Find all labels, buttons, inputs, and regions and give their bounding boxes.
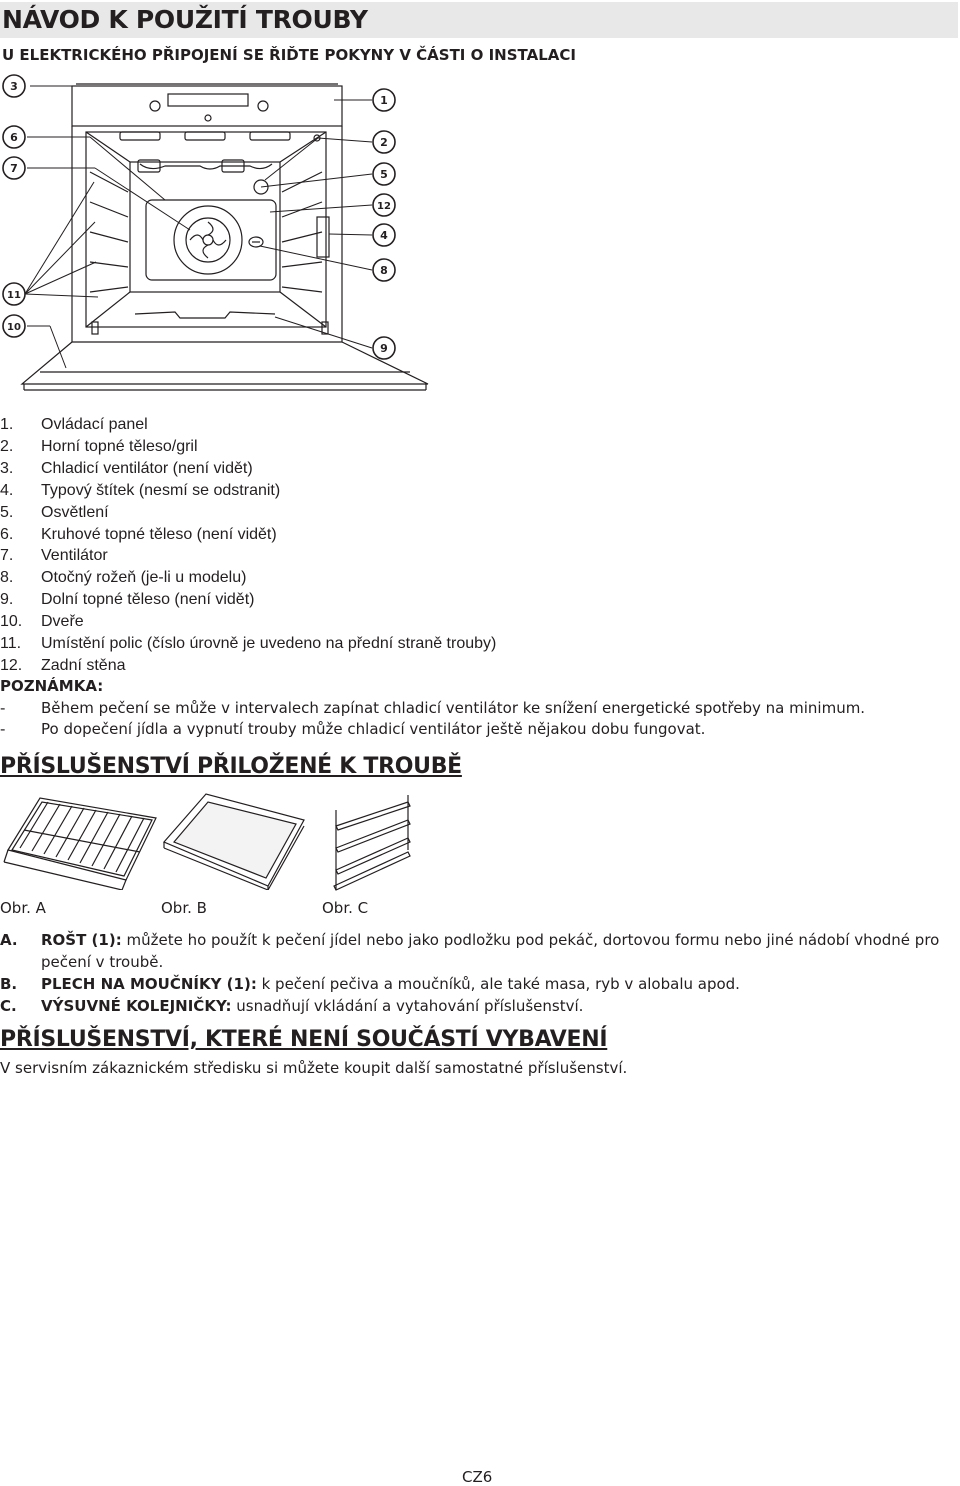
callout-4 bbox=[373, 224, 395, 246]
list-item: 8. Otočný rožeň (je-li u modelu) bbox=[0, 569, 247, 587]
callout-6 bbox=[3, 126, 25, 148]
callout-10 bbox=[3, 315, 25, 337]
callout-11 bbox=[3, 283, 25, 305]
optional-accessories-heading: PŘÍSLUŠENSTVÍ, KTERÉ NENÍ SOUČÁSTÍ VYBAVENÍ bbox=[0, 1027, 608, 1052]
page-number: CZ6 bbox=[462, 1468, 493, 1486]
svg-text:10: 10 bbox=[7, 322, 21, 333]
rating-plate bbox=[317, 217, 329, 257]
svg-text:5: 5 bbox=[380, 168, 388, 181]
list-item: 5. Osvětlení bbox=[0, 503, 109, 521]
figure-caption-b: Obr. B bbox=[161, 899, 207, 917]
svg-text:4: 4 bbox=[380, 229, 388, 242]
accessories-heading: PŘÍSLUŠENSTVÍ PŘILOŽENÉ K TROUBĚ bbox=[0, 754, 462, 779]
callout-7 bbox=[3, 157, 25, 179]
list-item: 7. Ventilátor bbox=[0, 547, 108, 565]
sliding-rails-figure bbox=[322, 790, 422, 895]
callout-9 bbox=[373, 337, 395, 359]
fan bbox=[174, 206, 242, 274]
oven-door bbox=[22, 342, 428, 384]
svg-text:11: 11 bbox=[7, 290, 21, 301]
callout-12 bbox=[373, 194, 395, 216]
svg-text:1: 1 bbox=[380, 94, 388, 107]
svg-text:7: 7 bbox=[10, 162, 18, 175]
page-title: NÁVOD K POUŽITÍ TROUBY bbox=[2, 5, 368, 34]
figure-caption-a: Obr. A bbox=[0, 899, 46, 917]
oven-diagram bbox=[0, 72, 440, 412]
svg-text:9: 9 bbox=[380, 342, 388, 355]
callout-1 bbox=[373, 89, 395, 111]
list-item: 4. Typový štítek (nesmí se odstranit) bbox=[0, 481, 281, 499]
title-bar bbox=[0, 2, 958, 38]
list-item: 3. Chladicí ventilátor (není vidět) bbox=[0, 459, 253, 477]
list-item: 2. Horní topné těleso/gril bbox=[0, 437, 198, 455]
list-item: 9. Dolní topné těleso (není vidět) bbox=[0, 591, 255, 609]
accessory-item-b: B. PLECH NA MOUČNÍKY (1): k pečení pečiva a moučníků, ale také masa, ryb v alobalu apod. bbox=[0, 975, 740, 993]
optional-accessories-text: V servisním zákaznickém středisku si můžete koupit další samostatné příslušenství. bbox=[0, 1059, 628, 1077]
svg-text:12: 12 bbox=[377, 201, 391, 212]
svg-text:3: 3 bbox=[10, 80, 18, 93]
callout-2 bbox=[373, 131, 395, 153]
svg-text:8: 8 bbox=[380, 264, 388, 277]
callout-5 bbox=[373, 163, 395, 185]
list-item: 6. Kruhové topné těleso (není vidět) bbox=[0, 525, 277, 543]
installation-note: U ELEKTRICKÉHO PŘIPOJENÍ SE ŘIĎTE POKYNY V ČÁSTI O INSTALACI bbox=[2, 46, 576, 64]
svg-text:6: 6 bbox=[10, 131, 18, 144]
accessory-item-a: A. ROŠT (1): můžete ho použít k pečení jídel nebo jako podložku pod pekáč, dortovou formu nebo jiné nádobí vhodné pro pečení v troubě. bbox=[0, 931, 940, 971]
note-heading: POZNÁMKA: bbox=[0, 677, 104, 695]
svg-text:2: 2 bbox=[380, 136, 388, 149]
parts-list bbox=[0, 414, 496, 677]
list-item: 10. Dveře bbox=[0, 613, 84, 631]
callout-8 bbox=[373, 259, 395, 281]
list-item: 11. Umístění polic (číslo úrovně je uvedeno na přední straně trouby) bbox=[0, 635, 497, 653]
list-item: 12. Zadní stěna bbox=[0, 656, 126, 674]
list-item: 1. Ovládací panel bbox=[0, 416, 148, 433]
figure-caption-c: Obr. C bbox=[322, 899, 369, 917]
callout-3 bbox=[3, 75, 25, 97]
wire-rack-figure bbox=[0, 790, 160, 890]
accessory-item-c: C. VÝSUVNÉ KOLEJNIČKY: usnadňují vkládání a vytahování příslušenství. bbox=[0, 997, 584, 1015]
baking-tray-figure bbox=[160, 790, 310, 890]
